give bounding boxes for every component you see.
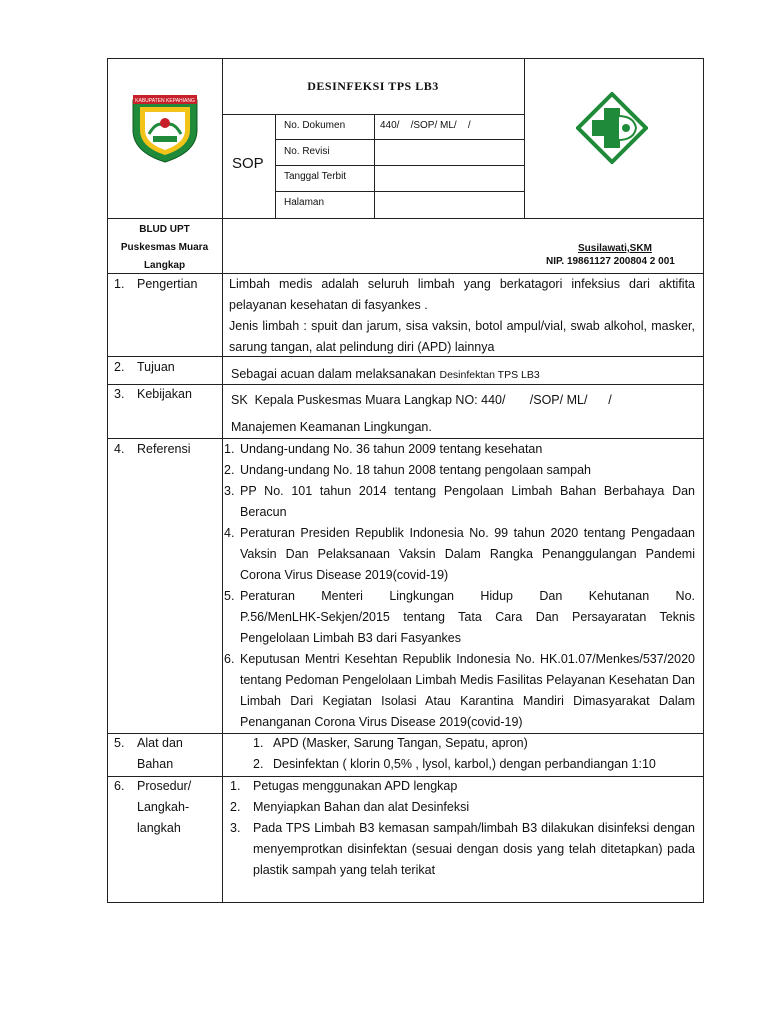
row-number: 2. [114, 360, 125, 374]
row-label-referensi: Referensi [137, 442, 191, 456]
meta-label-tanggal-terbit: Tanggal Terbit [284, 171, 347, 182]
prosedur-line: Pada TPS Limbah B3 kemasan sampah/limbah B3 dilakukan disinfeksi dengan [253, 821, 695, 835]
row-number: 3. [114, 387, 125, 401]
prosedur-number: 1. [230, 779, 241, 793]
prosedur-line: plastik sampah yang telah terikat [253, 863, 436, 877]
ref-number: 3. [224, 484, 235, 498]
signer-name: Susilawati,SKM [578, 243, 652, 254]
org-line-2: Puskesmas Muara [120, 242, 209, 253]
sop-label: SOP [232, 155, 264, 172]
signer-nip: NIP. 19861127 200804 2 001 [546, 256, 675, 267]
prosedur-line: Petugas menggunakan APD lengkap [253, 779, 458, 793]
ref-number: 2. [224, 463, 235, 477]
prosedur-line: Menyiapkan Bahan dan alat Desinfeksi [253, 800, 470, 814]
alat-item: Desinfektan ( klorin 0,5% , lysol, karbol,) dengan perbandiangan 1:10 [273, 757, 656, 771]
prosedur-number: 3. [230, 821, 241, 835]
row-label-prosedur-line: Langkah- [137, 800, 190, 814]
row-label-prosedur-line: langkah [137, 821, 181, 835]
prosedur-line: menyemprotkan disinfektan (sesuai dengan dosis yang telah ditetapkan) pada [253, 842, 695, 856]
ref-line: tentang Pedoman Pengelolaan Limbah Medis Fasilitas Pelayanan Kesehatan Dan [240, 673, 695, 687]
ref-number: 5. [224, 589, 235, 603]
pengertian-line: sarung tangan, alat pelindung diri (APD) lainnya [229, 340, 495, 354]
ref-line: Peraturan Presiden Republik Indonesia No. 99 tahun 2020 tentang Pengadaan [240, 526, 695, 540]
kebijakan-line: Manajemen Keamanan Lingkungan. [231, 420, 432, 434]
ref-number: 6. [224, 652, 235, 666]
row-label-pengertian: Pengertian [137, 277, 198, 291]
tujuan-text [231, 364, 540, 386]
pengertian-line: Limbah medis adalah seluruh limbah yang berkatagori infeksius dari aktifita [229, 277, 695, 291]
ref-line: Beracun [240, 505, 287, 519]
tujuan-text-main: Sebagai acuan dalam melaksanakan [231, 367, 436, 381]
prosedur-number: 2. [230, 800, 241, 814]
ref-number: 1. [224, 442, 235, 456]
row-label-alat-line: Alat dan [137, 736, 183, 750]
row-number: 4. [114, 442, 125, 456]
row-label-kebijakan: Kebijakan [137, 387, 192, 401]
meta-label-no-revisi: No. Revisi [284, 146, 330, 157]
ref-number: 4. [224, 526, 235, 540]
meta-label-no-dokumen: No. Dokumen [284, 120, 346, 131]
ref-line: Limbah Dari Kegiatan Isolasi Atau Karantina Mandiri Dimasyarakat Dalam [240, 694, 695, 708]
tujuan-text-small: Desinfektan TPS LB3 [439, 369, 540, 381]
alat-number: 1. [253, 736, 264, 750]
document-title: DESINFEKSI TPS LB3 [307, 79, 439, 93]
alat-number: 2. [253, 757, 264, 771]
org-line-1: BLUD UPT [139, 224, 190, 235]
pengertian-line: pelayanan kesehatan di fasyankes . [229, 298, 428, 312]
ref-line: Undang-undang No. 18 tahun 2008 tentang pengolaan sampah [240, 463, 591, 477]
alat-item: APD (Masker, Sarung Tangan, Sepatu, apron) [273, 736, 528, 750]
ref-line: PP No. 101 tahun 2014 tentang Pengolaan Limbah Bahan Berbahaya Dan [240, 484, 695, 498]
org-line-3: Langkap [143, 260, 186, 271]
ref-line: Undang-undang No. 36 tahun 2009 tentang kesehatan [240, 442, 543, 456]
row-label-alat-line: Bahan [137, 757, 174, 771]
ref-line: Pengelolaan Limbah B3 dari Fasyankes [240, 631, 461, 645]
ref-line: Penanganan Corona Virus Disease 2019(covid-19) [240, 715, 523, 729]
ref-line: P.56/MenLHK-Sekjen/2015 tentang Tata Cara Dan Persayaratan Teknis [240, 610, 695, 624]
ref-line: Peraturan Menteri Lingkungan Hidup Dan Kehutanan No. [240, 589, 695, 603]
row-number: 1. [114, 277, 125, 291]
row-number: 6. [114, 779, 125, 793]
row-label-prosedur-line: Prosedur/ [137, 779, 192, 793]
logo-text: KABUPATEN KEPAHIANG [135, 98, 195, 104]
ref-line: Corona Virus Disease 2019(covid-19) [240, 568, 449, 582]
pengertian-line: Jenis limbah : spuit dan jarum, sisa vaksin, botol ampul/vial, swab alkohol, masker, [229, 319, 695, 333]
row-number: 5. [114, 736, 125, 750]
ref-line: Vaksin Dan Pelaksanaan Vaksin Dalam Rangka Penanggulangan Pandemi [240, 547, 695, 561]
regency-logo [127, 92, 203, 164]
ref-line: Keputusan Mentri Kesehtan Republik Indonesia No. HK.01.07/Menkes/537/2020 [240, 652, 695, 666]
meta-value-no-dokumen: 440/ /SOP/ ML/ / [380, 120, 471, 131]
puskesmas-logo [576, 92, 648, 164]
row-label-tujuan: Tujuan [137, 360, 175, 374]
meta-label-halaman: Halaman [284, 197, 325, 208]
kebijakan-line: SK Kepala Puskesmas Muara Langkap NO: 440/ /SOP/ ML/ / [231, 393, 612, 407]
